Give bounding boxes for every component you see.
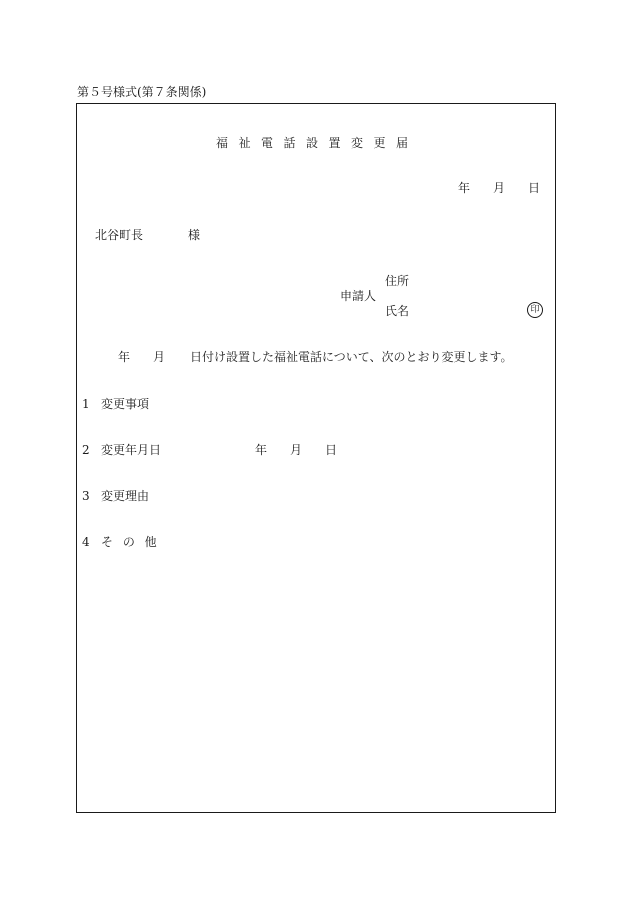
date-year-label: 年 — [458, 181, 471, 195]
applicant-label: 申請人 — [340, 289, 377, 303]
item-number: 4 — [82, 535, 90, 549]
item-label: そ の 他 — [101, 535, 160, 549]
item-label: 変更理由 — [101, 489, 150, 503]
form-frame — [76, 103, 556, 813]
item-label: 変更事項 — [101, 397, 150, 411]
item-label: 変更年月日 — [101, 443, 162, 457]
statement-month: 月 — [153, 350, 166, 364]
item-number: 2 — [82, 443, 90, 457]
date-day-label: 日 — [528, 181, 541, 195]
recipient-honorific: 様 — [188, 228, 201, 242]
item-year: 年 — [255, 443, 268, 457]
form-title: 福祉電話設置変更届 — [216, 136, 419, 150]
item-month: 月 — [290, 443, 303, 457]
address-label: 住所 — [385, 274, 410, 288]
name-label: 氏名 — [385, 304, 410, 318]
statement-text: 日付け設置した福祉電話について、次のとおり変更します。 — [190, 350, 513, 364]
item-number: 3 — [82, 489, 90, 503]
item-number: 1 — [82, 397, 90, 411]
seal-mark-icon: 印 — [527, 302, 543, 318]
form-number: 第５号様式(第７条関係) — [77, 85, 207, 99]
recipient-name: 北谷町長 — [95, 228, 144, 242]
item-day: 日 — [325, 443, 338, 457]
statement-year: 年 — [118, 350, 131, 364]
date-month-label: 月 — [493, 181, 506, 195]
